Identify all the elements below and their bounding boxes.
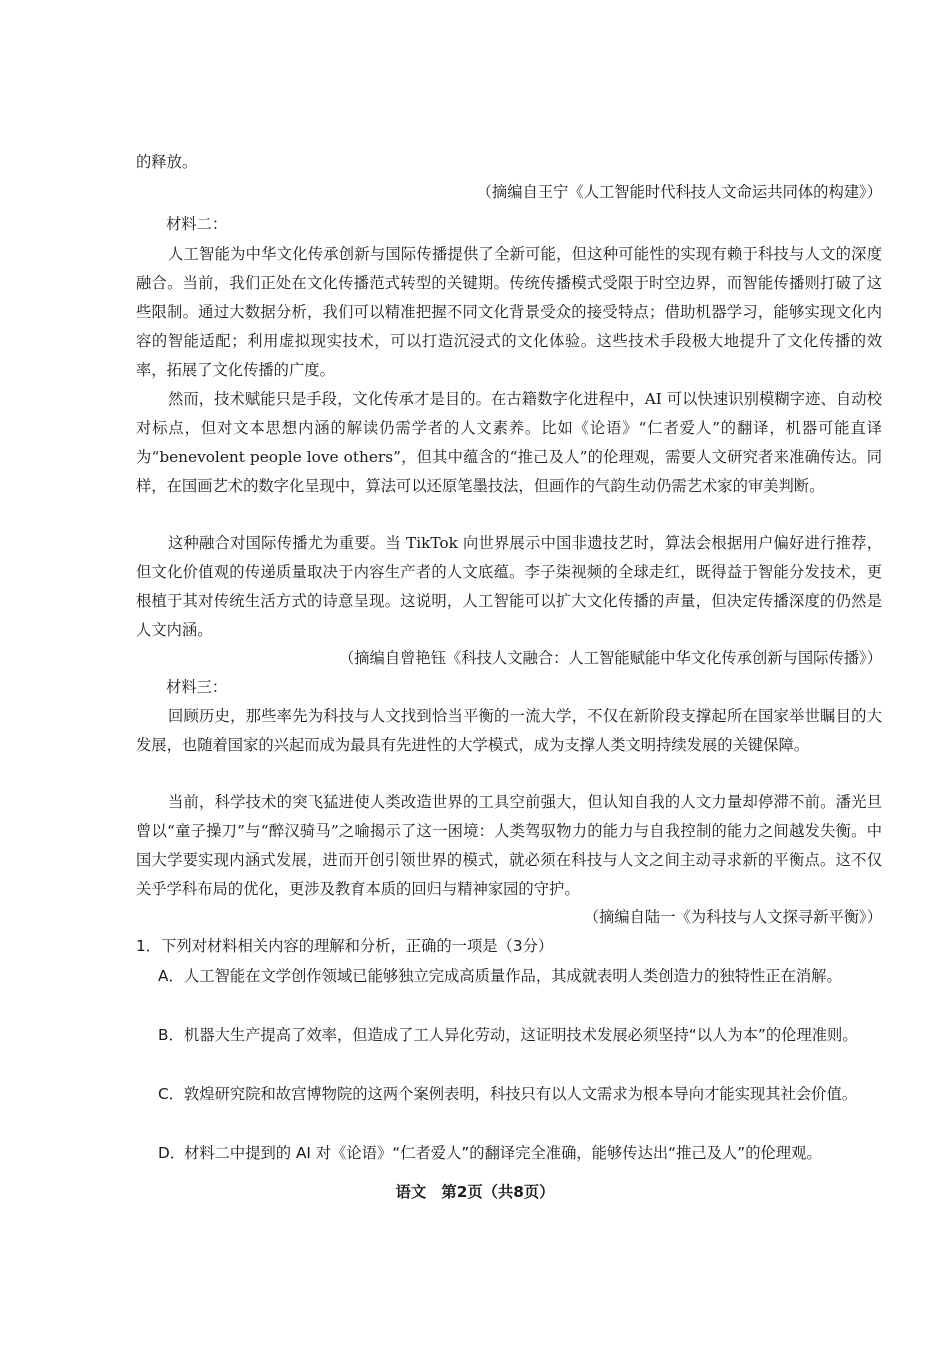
source-citation-2: （摘编自曾艳钰《科技人文融合：人工智能赋能中华文化传承创新与国际传播》） bbox=[338, 649, 882, 667]
question-1-stem: 1．下列对材料相关内容的理解和分析，正确的一项是（3分） bbox=[136, 937, 554, 955]
option-letter: C． bbox=[158, 1085, 184, 1103]
option-text: 敦煌研究院和故宫博物院的这两个案例表明，科技只有以人文需求为根本导向才能实现其社会价值。 bbox=[184, 1085, 858, 1103]
material-3-paragraph-1: 回顾历史，那些率先为科技与人文找到恰当平衡的一流大学，不仅在新阶段支撑起所在国家举世瞩目的大发展，也随着国家的兴起而成为最具有先进性的大学模式，成为支撑人类文明持续发展的关键保障。 bbox=[136, 707, 882, 754]
material-3-paragraph-2: 当前，科学技术的突飞猛进使人类改造世界的工具空前强大，但认知自我的人文力量却停滞不前。潘光旦曾以“童子操刀”与“醉汉骑马”之喻揭示了这一困境：人类驾驭物力的能力与自我控制的能力之间越发失衡。中国大学要实现内涵式发展，进而开创引领世界的模式，就必须在科技与人文之间主动寻求新的平衡点。这不仅关乎学科布局的优化，更涉及教育本质的回归与精神家园的守护。 bbox=[136, 793, 882, 898]
option-text: 人工智能在文学创作领域已能够独立完成高质量作品，其成就表明人类创造力的独特性正在消解。 bbox=[184, 967, 842, 985]
material-2-paragraph-1: 人工智能为中华文化传承创新与国际传播提供了全新可能，但这种可能性的实现有赖于科技与人文的深度融合。当前，我们正处在文化传播范式转型的关键期。传统传播模式受限于时空边界，而智能传播则打破了这些限制。通过大数据分析，我们可以精准把握不同文化背景受众的接受特点；借助机器学习，能够实现文化内容的智能适配；利用虚拟现实技术，可以打造沉浸式的文化体验。这些技术手段极大地提升了文化传播的效率，拓展了文化传播的广度。 bbox=[136, 245, 882, 379]
option-b bbox=[158, 1021, 882, 1050]
option-letter: A． bbox=[158, 967, 184, 985]
page-footer: 语文 第2页（共8页） bbox=[395, 1183, 555, 1201]
material-2-paragraph-2: 然而，技术赋能只是手段，文化传承才是目的。在古籍数字化进程中，AI 可以快速识别模糊字迹、自动校对标点，但对文本思想内涵的解读仍需学者的人文素养。比如《论语》“仁者爱人”的翻译，机器可能直译为“benevolent people love others”，但其中蕴含的“推己及人”的伦理观，需要人文研究者来准确传达。同样，在国画艺术的数字化呈现中，算法可以还原笔墨技法，但画作的气韵生动仍需艺术家的审美判断。 bbox=[136, 390, 882, 495]
fragment-text: 的释放。 bbox=[136, 153, 198, 171]
material-2-paragraph-3: 这种融合对国际传播尤为重要。当 TikTok 向世界展示中国非遗技艺时，算法会根据用户偏好进行推荐，但文化价值观的传递质量取决于内容生产者的人文底蕴。李子柒视频的全球走红，既得益于智能分发技术，更根植于其对传统生活方式的诗意呈现。这说明，人工智能可以扩大文化传播的声量，但决定传播深度的仍然是人文内涵。 bbox=[136, 534, 882, 639]
option-a bbox=[158, 962, 882, 991]
source-citation-3: （摘编自陆一《为科技与人文探寻新平衡》） bbox=[583, 908, 882, 926]
option-text: 材料二中提到的 AI 对《论语》“仁者爱人”的翻译完全准确，能够传达出“推己及人”的伦理观。 bbox=[184, 1144, 822, 1162]
material-3-heading: 材料三： bbox=[166, 678, 228, 696]
option-letter: D． bbox=[158, 1144, 186, 1162]
option-c bbox=[158, 1080, 882, 1109]
option-letter: B． bbox=[158, 1026, 184, 1044]
option-d bbox=[158, 1139, 882, 1168]
option-text: 机器大生产提高了效率，但造成了工人异化劳动，这证明技术发展必须坚持“以人为本”的伦理准则。 bbox=[184, 1026, 858, 1044]
material-2-heading: 材料二： bbox=[166, 215, 228, 233]
source-citation-1: （摘编自王宁《人工智能时代科技人文命运共同体的构建》） bbox=[476, 183, 882, 201]
